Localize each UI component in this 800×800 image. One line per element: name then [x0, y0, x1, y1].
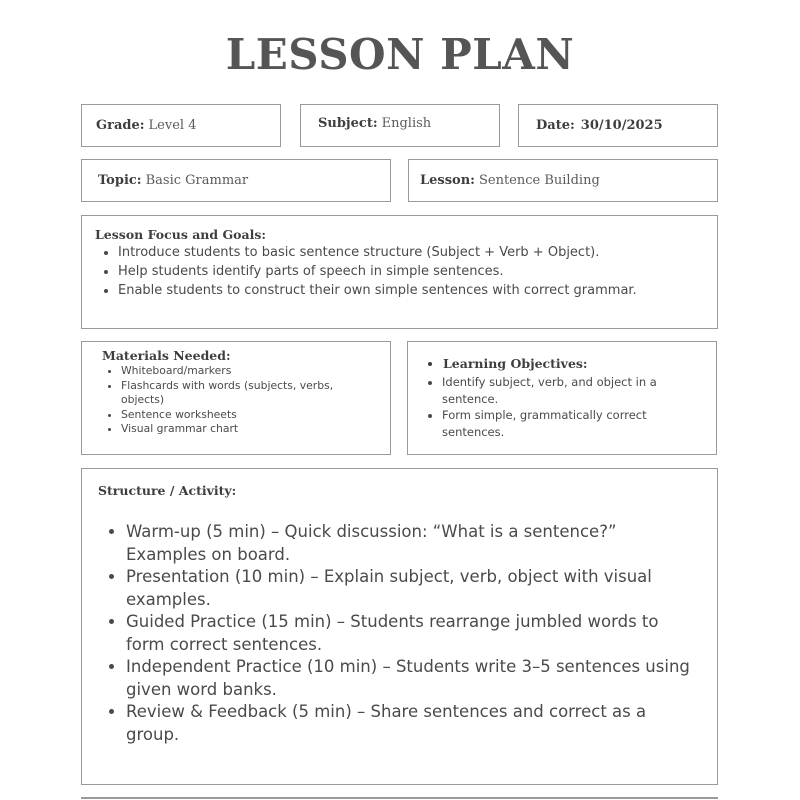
list-item: • Guided Practice (15 min) – Students rearrange jumbled words to form correct sentences.	[126, 611, 696, 656]
list-item: • Identify subject, verb, and object in a sentence.	[442, 374, 682, 407]
list-item: • Whiteboard/markers	[121, 364, 341, 379]
materials-list	[102, 364, 341, 437]
lesson-focus-heading: Lesson Focus and Goals:	[95, 227, 267, 242]
activity-heading: Structure / Activity:	[98, 483, 237, 498]
list-item: • Form simple, grammatically correct sentences.	[442, 407, 682, 440]
list-item: • Help students identify parts of speech in simple sentences.	[118, 262, 717, 281]
bottom-divider	[81, 797, 718, 799]
list-item: • Independent Practice (10 min) – Students write 3–5 sentences using given word banks.	[126, 656, 696, 701]
activity-list	[98, 521, 696, 746]
lesson-focus-list	[95, 243, 717, 300]
date-value: 30/10/2025	[580, 118, 663, 133]
subject-value: English	[381, 116, 432, 131]
grade-label: Grade:	[96, 118, 145, 133]
list-item: • Review & Feedback (5 min) – Share sentences and correct as a group.	[126, 701, 696, 746]
subject-field	[300, 104, 500, 147]
list-item: • Visual grammar chart	[121, 422, 341, 437]
materials-section	[81, 341, 391, 455]
subject-label: Subject:	[318, 116, 378, 131]
list-item: • Warm-up (5 min) – Quick discussion: “What is a sentence?” Examples on board.	[126, 521, 696, 566]
page-title: LESSON PLAN	[225, 30, 575, 79]
topic-value: Basic Grammar	[145, 173, 249, 188]
list-item: • Introduce students to basic sentence structure (Subject + Verb + Object).	[118, 243, 717, 262]
grade-value: Level 4	[148, 118, 197, 133]
lesson-label: Lesson:	[420, 173, 475, 188]
topic-field	[81, 159, 391, 202]
lesson-focus-section	[81, 215, 718, 329]
learning-objectives-section	[407, 341, 717, 455]
activity-section	[81, 468, 718, 785]
objectives-list	[428, 374, 682, 440]
list-item: • Enable students to construct their own simple sentences with correct grammar.	[118, 281, 717, 300]
list-item: • Flashcards with words (subjects, verbs, objects)	[121, 379, 341, 408]
lesson-value: Sentence Building	[478, 173, 600, 188]
materials-heading: Materials Needed:	[102, 348, 231, 363]
list-item: • Presentation (10 min) – Explain subject, verb, object with visual examples.	[126, 566, 696, 611]
list-item: • Sentence worksheets	[121, 408, 341, 423]
date-field	[518, 104, 718, 147]
lesson-field	[408, 159, 718, 202]
date-label: Date:	[536, 118, 575, 133]
objectives-heading-list	[428, 356, 716, 372]
topic-label: Topic:	[98, 173, 142, 188]
learning-objectives-heading: • Learning Objectives:	[443, 356, 716, 372]
grade-field	[81, 104, 281, 147]
